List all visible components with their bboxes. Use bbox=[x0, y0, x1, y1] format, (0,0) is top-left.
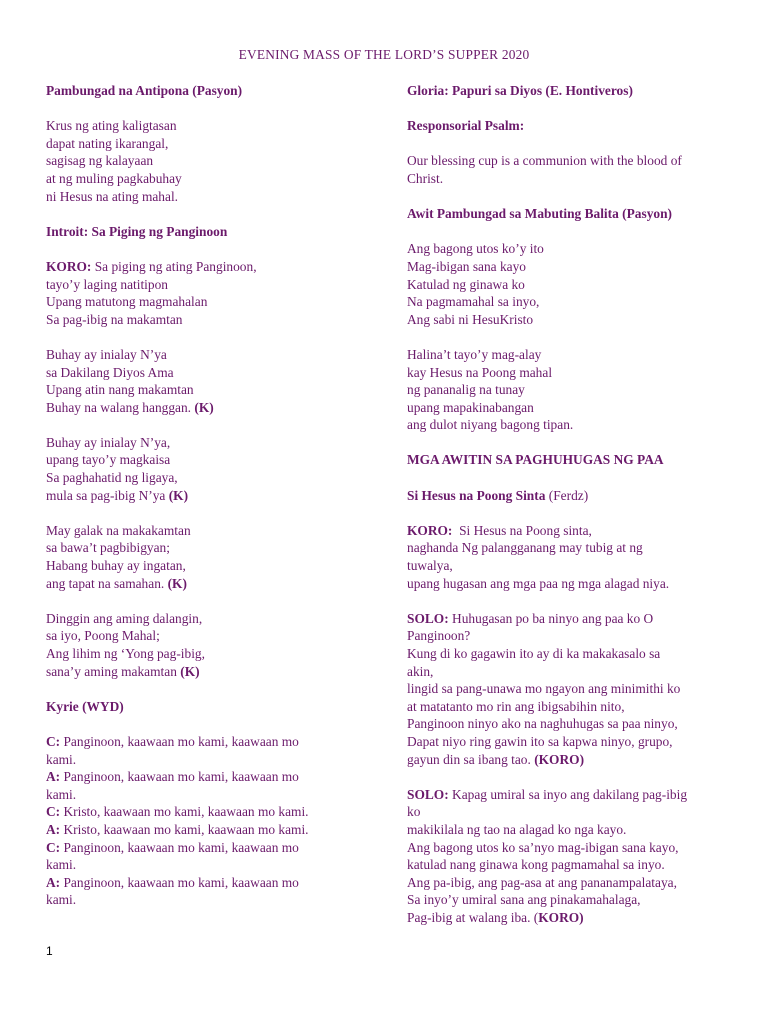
text-run: Panginoon, kaawaan mo kami, kaawaan mo bbox=[60, 839, 299, 855]
text-line bbox=[407, 346, 737, 364]
text-run: Mag-ibigan sana kayo bbox=[407, 258, 526, 274]
bold-text: Pambungad na Antipona (Pasyon) bbox=[46, 83, 243, 98]
text-block bbox=[407, 610, 737, 768]
text-block bbox=[46, 522, 356, 592]
text-run: makikilala ng tao na alagad ko nga kayo. bbox=[407, 821, 627, 837]
text-line bbox=[46, 188, 356, 206]
text-run: Panginoon? bbox=[407, 628, 471, 644]
text-run: at matatanto mo rin ang ibigsabihin nito, bbox=[407, 698, 625, 714]
text-line bbox=[46, 821, 356, 839]
text-run: Panginoon, kaawaan mo kami, kaawaan mo bbox=[60, 874, 299, 890]
text-line bbox=[407, 364, 737, 382]
text-block bbox=[407, 346, 737, 434]
text-line bbox=[46, 346, 356, 364]
text-line bbox=[407, 680, 737, 698]
text-line bbox=[407, 539, 737, 557]
text-run: Our blessing cup is a communion with the blood of bbox=[407, 153, 682, 169]
text-line bbox=[407, 451, 737, 469]
bold-text: C: bbox=[46, 733, 61, 749]
section-heading bbox=[46, 698, 356, 716]
text-run: dapat nating ikarangal, bbox=[46, 135, 169, 151]
text-line bbox=[407, 399, 737, 417]
text-run: kami. bbox=[46, 786, 77, 802]
bold-text: MGA AWITIN SA PAGHUHUGAS NG PAA bbox=[407, 452, 664, 468]
text-run: sana’y aming makamtan bbox=[46, 663, 181, 679]
text-line bbox=[407, 258, 737, 276]
text-run: at ng muling pagkabuhay bbox=[46, 170, 182, 186]
text-line bbox=[46, 293, 356, 311]
text-line bbox=[46, 874, 356, 892]
right-column bbox=[407, 82, 737, 944]
text-run: ko bbox=[407, 804, 421, 820]
bold-text: (K) bbox=[167, 575, 187, 591]
text-run: Panginoon, kaawaan mo kami, kaawaan mo bbox=[60, 733, 299, 749]
text-run: Buhay ay inialay N’ya bbox=[46, 346, 167, 362]
text-line bbox=[407, 117, 737, 135]
text-line bbox=[46, 487, 356, 505]
text-line bbox=[46, 434, 356, 452]
text-run: Katulad ng ginawa ko bbox=[407, 276, 525, 292]
text-run: sa iyo, Poong Mahal; bbox=[46, 628, 160, 644]
text-line bbox=[407, 170, 737, 188]
text-line bbox=[407, 821, 737, 839]
text-line bbox=[46, 539, 356, 557]
text-run: Christ. bbox=[407, 170, 444, 186]
text-line bbox=[407, 557, 737, 575]
text-block bbox=[407, 240, 737, 328]
text-line bbox=[46, 856, 356, 874]
bold-text: C: bbox=[46, 839, 61, 855]
text-line bbox=[46, 258, 356, 276]
text-line bbox=[407, 152, 737, 170]
text-line bbox=[407, 786, 737, 804]
text-run: gayun din sa ibang tao. bbox=[407, 751, 535, 767]
text-run: katulad nang ginawa kong pagmamahal sa inyo. bbox=[407, 857, 665, 873]
text-line bbox=[407, 856, 737, 874]
text-line bbox=[46, 698, 356, 716]
bold-text: SOLO: bbox=[407, 786, 449, 802]
text-line bbox=[407, 293, 737, 311]
bold-text: (K) bbox=[194, 399, 214, 415]
bold-text: KORO: bbox=[46, 258, 92, 274]
text-run: tuwalya, bbox=[407, 558, 453, 574]
text-run: Sa pag-ibig na makamtan bbox=[46, 311, 183, 327]
text-line bbox=[46, 839, 356, 857]
text-run: Ang sabi ni HesuKristo bbox=[407, 311, 534, 327]
text-run: Dapat niyo ring gawin ito sa kapwa ninyo, grupo, bbox=[407, 733, 673, 749]
text-line bbox=[46, 117, 356, 135]
text-line bbox=[407, 610, 737, 628]
text-run: Kristo, kaawaan mo kami, kaawaan mo kami. bbox=[60, 804, 309, 820]
text-line bbox=[407, 276, 737, 294]
text-line bbox=[407, 733, 737, 751]
text-line bbox=[407, 205, 737, 223]
text-run: May galak na makakamtan bbox=[46, 522, 191, 538]
text-line bbox=[46, 627, 356, 645]
text-run: lingid sa pang-unawa mo ngayon ang minimithi ko bbox=[407, 681, 681, 697]
bold-text: A: bbox=[46, 821, 61, 837]
text-line bbox=[407, 240, 737, 258]
text-run: sa bawa’t pagbibigyan; bbox=[46, 540, 170, 556]
text-run: Kapag umiral sa inyo ang dakilang pag-ibig bbox=[448, 786, 688, 802]
text-run: Si Hesus na Poong sinta, bbox=[452, 522, 592, 538]
text-run: Buhay na walang hanggan. bbox=[46, 399, 195, 415]
text-line bbox=[407, 645, 737, 663]
text-line bbox=[46, 399, 356, 417]
text-line bbox=[46, 311, 356, 329]
text-line bbox=[46, 733, 356, 751]
text-line bbox=[407, 715, 737, 733]
text-run: kami. bbox=[46, 857, 77, 873]
bold-text: Si Hesus na Poong Sinta bbox=[407, 487, 546, 503]
text-run: ng pananalig na tunay bbox=[407, 382, 525, 398]
bold-text: SOLO: bbox=[407, 610, 449, 626]
text-run: Sa paghahatid ng ligaya, bbox=[46, 470, 178, 486]
text-line bbox=[407, 522, 737, 540]
text-run: Halina’t tayo’y mag-alay bbox=[407, 346, 542, 362]
text-line bbox=[407, 891, 737, 909]
text-block bbox=[407, 786, 737, 927]
bold-text: KORO: bbox=[407, 522, 453, 538]
text-run: Ang bagong utos ko’y ito bbox=[407, 241, 544, 257]
text-line bbox=[407, 751, 737, 769]
text-run: kay Hesus na Poong mahal bbox=[407, 364, 553, 380]
text-line bbox=[407, 381, 737, 399]
section-heading bbox=[407, 487, 737, 505]
text-line bbox=[46, 891, 356, 909]
text-line bbox=[407, 487, 737, 505]
text-line bbox=[46, 803, 356, 821]
text-run: Sa inyo’y umiral sana ang pinakamahalaga, bbox=[407, 892, 641, 908]
text-line bbox=[407, 627, 737, 645]
text-line bbox=[46, 557, 356, 575]
bold-text: A: bbox=[46, 874, 61, 890]
text-run: Ang pa-ibig, ang pag-asa at ang pananampalataya, bbox=[407, 874, 677, 890]
text-line bbox=[407, 803, 737, 821]
text-line bbox=[407, 909, 737, 927]
text-line bbox=[46, 645, 356, 663]
section-heading bbox=[407, 205, 737, 223]
text-line bbox=[46, 610, 356, 628]
text-run: upang hugasan ang mga paa ng mga alagad niya. bbox=[407, 575, 670, 591]
text-block bbox=[46, 258, 356, 328]
bold-text: Gloria: Papuri sa Diyos (E. Hontiveros) bbox=[407, 83, 633, 98]
text-run: Panginoon ninyo ako na naghuhugas sa paa ninyo, bbox=[407, 716, 678, 732]
text-run: Kristo, kaawaan mo kami, kaawaan mo kami. bbox=[60, 821, 309, 837]
bold-text: A: bbox=[46, 769, 61, 785]
bold-text: (K) bbox=[168, 487, 189, 503]
text-run: ni Hesus na ating mahal. bbox=[46, 188, 179, 204]
text-line bbox=[407, 663, 737, 681]
left-column bbox=[46, 82, 356, 927]
text-line bbox=[407, 311, 737, 329]
bold-text: Responsorial Psalm: bbox=[407, 118, 525, 134]
text-run: upang mapakinabangan bbox=[407, 399, 534, 415]
text-line bbox=[407, 82, 737, 100]
text-run: akin, bbox=[407, 663, 434, 679]
text-line bbox=[46, 451, 356, 469]
text-line bbox=[46, 381, 356, 399]
text-line bbox=[46, 751, 356, 769]
text-run: Huhugasan po ba ninyo ang paa ko O bbox=[448, 610, 654, 626]
text-line bbox=[407, 575, 737, 593]
text-line bbox=[46, 170, 356, 188]
text-run: sagisag ng kalayaan bbox=[46, 153, 154, 169]
text-line bbox=[407, 839, 737, 857]
text-run: Kung di ko gagawin ito ay di ka makakasalo sa bbox=[407, 646, 661, 661]
text-line bbox=[407, 874, 737, 892]
text-run: sa Dakilang Diyos Ama bbox=[46, 364, 174, 380]
text-run: naghanda Ng palangganang may tubig at ng bbox=[407, 540, 643, 556]
document-title: EVENING MASS OF THE LORD’S SUPPER 2020 bbox=[238, 47, 530, 62]
text-run: mula sa pag-ibig N’ya bbox=[46, 487, 169, 503]
section-heading bbox=[407, 117, 737, 135]
text-block bbox=[46, 733, 356, 909]
text-block bbox=[46, 117, 356, 205]
text-block bbox=[46, 610, 356, 680]
text-block bbox=[46, 434, 356, 504]
text-line bbox=[46, 135, 356, 153]
text-run: Pag-ibig at walang iba. ( bbox=[407, 909, 539, 925]
bold-text: KORO) bbox=[538, 909, 584, 925]
text-line bbox=[46, 223, 356, 241]
text-line bbox=[46, 82, 356, 100]
text-run: Upang atin nang makamtan bbox=[46, 382, 194, 398]
text-block bbox=[407, 522, 737, 592]
text-run: Dinggin ang aming dalangin, bbox=[46, 610, 203, 626]
text-block bbox=[46, 346, 356, 416]
text-run: (Ferdz) bbox=[545, 487, 589, 503]
section-heading bbox=[407, 451, 737, 469]
text-run: Krus ng ating kaligtasan bbox=[46, 118, 177, 134]
text-line bbox=[407, 416, 737, 434]
text-line bbox=[46, 786, 356, 804]
text-run: Upang matutong magmahalan bbox=[46, 294, 208, 310]
bold-text: (KORO) bbox=[534, 751, 585, 767]
page-number: 1 bbox=[46, 944, 53, 958]
bold-text: (K) bbox=[180, 663, 200, 679]
text-line bbox=[46, 152, 356, 170]
section-heading bbox=[46, 223, 356, 241]
bold-text: Introit: Sa Piging ng Panginoon bbox=[46, 223, 228, 239]
text-line bbox=[46, 469, 356, 487]
text-line bbox=[407, 698, 737, 716]
text-run: Sa piging ng ating Panginoon, bbox=[91, 258, 257, 274]
text-line bbox=[46, 663, 356, 681]
text-line bbox=[46, 522, 356, 540]
text-run: Na pagmamahal sa inyo, bbox=[407, 294, 540, 310]
text-run: kami. bbox=[46, 751, 77, 767]
bold-text: Kyrie (WYD) bbox=[46, 698, 124, 714]
text-run: Panginoon, kaawaan mo kami, kaawaan mo bbox=[60, 769, 299, 785]
text-run: kami. bbox=[46, 892, 77, 908]
text-block bbox=[407, 152, 737, 187]
text-line bbox=[46, 364, 356, 382]
bold-text: C: bbox=[46, 804, 61, 820]
section-heading bbox=[46, 82, 356, 100]
section-heading bbox=[407, 82, 737, 100]
bold-text: Awit Pambungad sa Mabuting Balita (Pasyon) bbox=[407, 206, 672, 222]
text-line bbox=[46, 276, 356, 294]
text-run: upang tayo’y magkaisa bbox=[46, 452, 171, 468]
text-run: Habang buhay ay ingatan, bbox=[46, 558, 186, 574]
text-run: Ang lihim ng ‘Yong pag-ibig, bbox=[46, 646, 205, 661]
text-line bbox=[46, 768, 356, 786]
text-run: ang dulot niyang bagong tipan. bbox=[407, 417, 574, 433]
text-run: Ang bagong utos ko sa’nyo mag-ibigan sana kayo, bbox=[407, 839, 679, 855]
text-run: Buhay ay inialay N’ya, bbox=[46, 434, 171, 450]
text-run: ang tapat na samahan. bbox=[46, 575, 168, 591]
text-run: tayo’y laging natitipon bbox=[46, 276, 168, 292]
text-line bbox=[46, 575, 356, 593]
